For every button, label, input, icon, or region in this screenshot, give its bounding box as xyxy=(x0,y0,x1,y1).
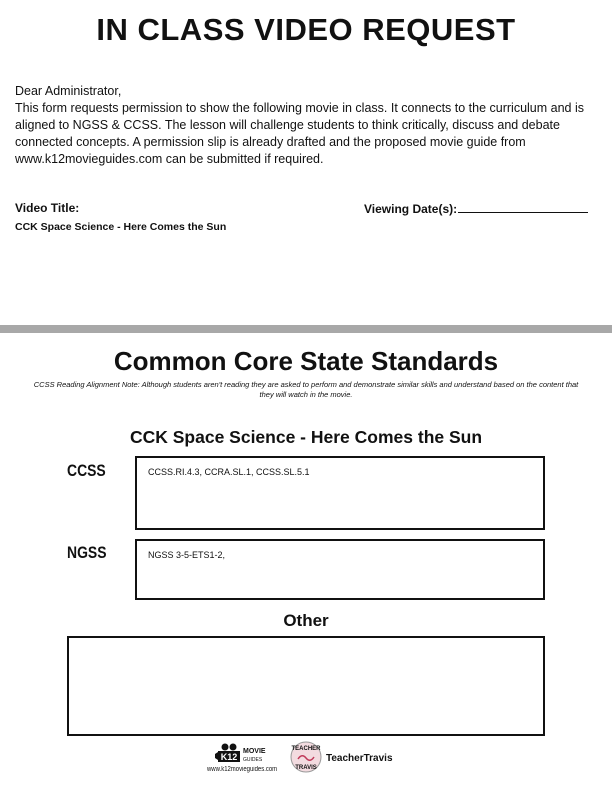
teacher-travis-logo xyxy=(288,739,324,775)
k12-url: www.k12movieguides.com xyxy=(207,766,278,773)
ccss-box xyxy=(135,456,545,530)
k12-guides-text: GUIDES xyxy=(243,757,263,763)
footer xyxy=(0,738,612,788)
k12-movie-guides-logo xyxy=(212,742,282,764)
ccss-label: CCSS xyxy=(67,461,106,480)
viewing-dates-blank[interactable] xyxy=(458,201,588,213)
ngss-value: NGSS 3-5-ETS1-2, xyxy=(148,550,226,560)
video-title-label: Video Title: xyxy=(15,201,80,215)
k12-logo-text: K12 xyxy=(220,752,238,762)
k12-movie-text: MOVIE xyxy=(243,748,266,755)
standards-title: Common Core State Standards xyxy=(113,346,499,376)
travis-logo-top-text: TEACHER xyxy=(291,746,321,752)
section-divider xyxy=(0,325,612,333)
viewing-dates-label: Viewing Date(s): xyxy=(364,202,458,216)
video-title-value: CCK Space Science - Here Comes the Sun xyxy=(15,221,227,233)
movie-heading: CCK Space Science - Here Comes the Sun xyxy=(129,427,483,447)
ccss-value: CCSS.RI.4.3, CCRA.SL.1, CCSS.SL.5.1 xyxy=(148,467,310,477)
teacher-travis-name: TeacherTravis xyxy=(326,753,393,764)
letter-salutation: Dear Administrator, xyxy=(15,84,122,98)
page-title: IN CLASS VIDEO REQUEST xyxy=(96,12,516,47)
viewing-dates-field xyxy=(364,201,588,216)
ccss-alignment-note: CCSS Reading Alignment Note: Although students aren't reading they are asked to perform and demonstrate similar skills and understand based on the content that they will watch in the movie. xyxy=(33,380,579,399)
travis-logo-bottom-text: TRAVIS xyxy=(295,765,317,771)
other-box xyxy=(67,636,545,736)
ngss-label: NGSS xyxy=(67,543,107,562)
ngss-box xyxy=(135,539,545,600)
other-heading: Other xyxy=(283,611,329,630)
letter-body: This form requests permission to show the following movie in class. It connects to the curriculum and is aligned to NGSS & CCSS. The lesson will challenge students to think critically, discuss and debate connected concepts. A permission slip is already drafted and the proposed movie guide from www.k12movieguides.com can be submitted if required. xyxy=(15,101,584,166)
